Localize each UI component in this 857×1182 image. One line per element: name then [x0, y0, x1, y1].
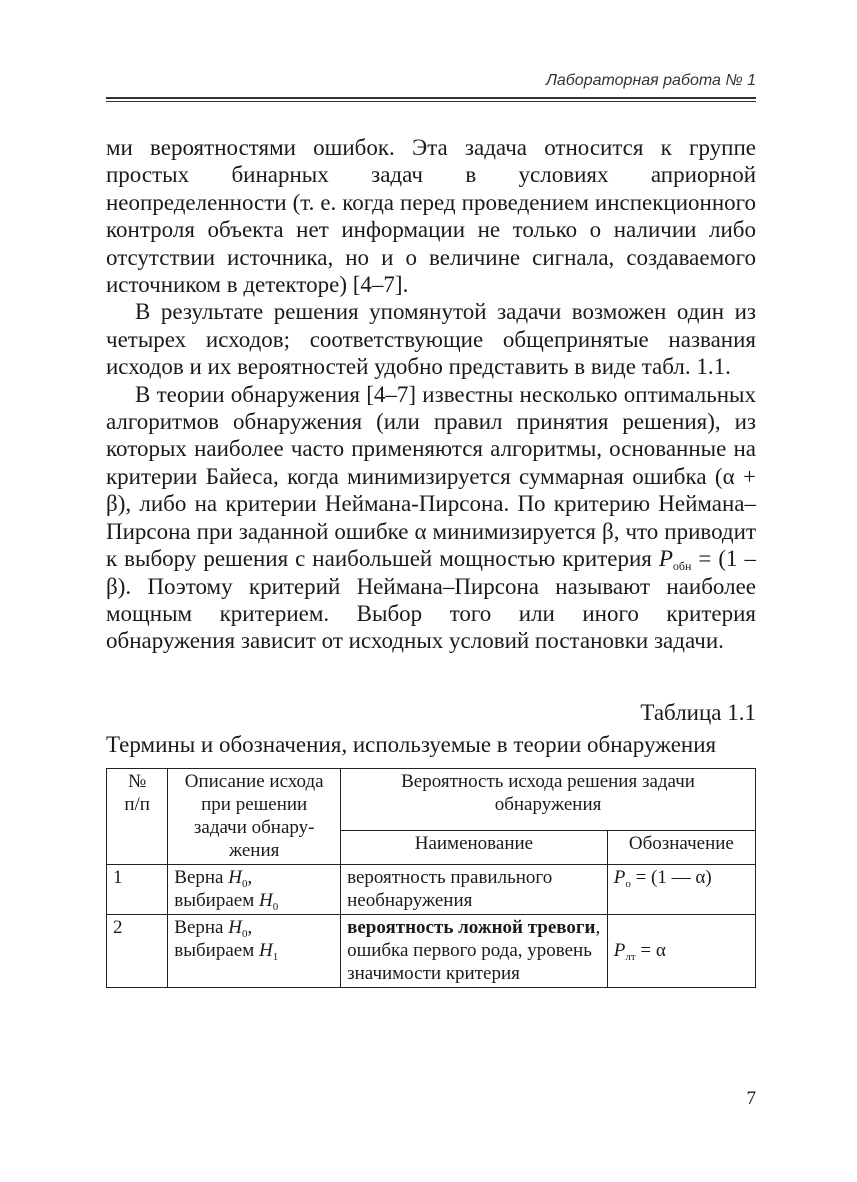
- row-1-desc-word1: Верна: [174, 867, 229, 888]
- row-2-desc-word1: Верна: [174, 917, 229, 938]
- row-2-num: 2: [107, 915, 168, 988]
- row-2-symbol: [607, 915, 755, 988]
- row-1-name-text: вероятность правильного необнаружения: [347, 867, 553, 911]
- p-obn-variable: P: [658, 546, 673, 572]
- table-number: Таблица 1.1: [640, 700, 756, 725]
- header-num-line1: №: [128, 771, 147, 792]
- row-1-desc-var1: H: [228, 867, 242, 888]
- p-obn-subscript: обн: [672, 559, 692, 574]
- header-name: Наименование: [341, 831, 608, 865]
- page-number: 7: [746, 1088, 756, 1109]
- row-1-desc-tail1: ,: [247, 867, 253, 888]
- row-1-desc-sub2: 0: [272, 901, 279, 913]
- header-rule-thick: [106, 97, 756, 99]
- row-2-name-text: , ошибка первого рода, уровень значимости критерия: [347, 917, 601, 984]
- header-description: Описание исхода при решении задачи обнаружения: [168, 769, 341, 865]
- paragraph-3: [106, 381, 756, 655]
- table-row: [107, 915, 756, 988]
- row-1-symbol: [607, 865, 755, 915]
- row-1-num: 1: [107, 865, 168, 915]
- row-1-symbol-sub: о: [625, 878, 631, 890]
- header-probability-group: Вероятность исхода решения задачи обнаружения: [341, 769, 756, 831]
- row-2-desc-word2: выбираем: [174, 940, 259, 961]
- paragraph-3-part-1: В теории обнаружения [4–7] известны несколько оптимальных алгоритмов обнаружения (или правил принятия решения), из которых наиболее часто применяются алгоритмы, основанные на критерии Байеса, когда минимизируется суммарная ошибка (α + β), либо на критерии Неймана-Пирсона. По критерию Неймана–Пирсона при заданной ошибке α минимизируется β, что приводит к выбору решения с наибольшей мощностью критерия: [106, 381, 756, 572]
- paragraph-2: В результате решения упомянутой задачи возможен один из четырех исходов; соответствующие общепринятые названия исходов и их вероятностей удобно представить в виде табл. 1.1.: [106, 299, 756, 380]
- row-1-desc-sub1: 0: [241, 878, 248, 890]
- row-2-symbol-sub: лт: [625, 951, 636, 963]
- row-2-desc-sub1: 0: [241, 928, 248, 940]
- header-num-line2: п/п: [124, 794, 150, 815]
- paragraph-1: ми вероятностями ошибок. Эта задача относится к группе простых бинарных задач в условиях априорной неопределенности (т. е. когда перед проведением инспекционного контроля объекта нет информации не только о наличии либо отсутствии источника, но и о величине сигнала, создаваемого источником в детекторе) [4–7].: [106, 135, 756, 298]
- row-1-desc-var2: H: [258, 890, 273, 911]
- row-2-desc-var1: H: [228, 917, 242, 938]
- row-2-desc-sub2: 1: [272, 951, 279, 963]
- header-num: [107, 769, 168, 865]
- header-rule-thin: [106, 101, 756, 102]
- body-text: [106, 134, 756, 655]
- table-header-row: [107, 769, 756, 831]
- row-2-desc-var2: H: [258, 940, 273, 961]
- row-1-symbol-rest: = (1 — α): [630, 867, 712, 888]
- row-2-name: [341, 915, 608, 988]
- row-1-description: [168, 865, 341, 915]
- running-title: Лабораторная работа № 1: [545, 72, 756, 89]
- row-2-description: [168, 915, 341, 988]
- row-2-symbol-var: P: [613, 940, 626, 961]
- table-row: [107, 865, 756, 915]
- header-symbol: Обозначение: [607, 831, 755, 865]
- paragraph-3-part-2: = (1 – β). Поэтому критерий Неймана–Пирсона называют наиболее мощным критерием. Выбор того или иного критерия обнаружения зависит от исходных условий постановки задачи.: [106, 546, 756, 654]
- row-1-desc-word2: выбираем: [174, 890, 259, 911]
- row-2-name-bold: вероятность ложной тревоги: [347, 917, 596, 938]
- row-2-desc-tail1: ,: [247, 917, 253, 938]
- terms-table: [106, 768, 756, 988]
- row-2-symbol-rest: = α: [635, 940, 666, 961]
- row-1-symbol-var: P: [613, 867, 626, 888]
- row-1-name: [341, 865, 608, 915]
- table-caption: Термины и обозначения, используемые в теории обнаружения: [106, 732, 717, 757]
